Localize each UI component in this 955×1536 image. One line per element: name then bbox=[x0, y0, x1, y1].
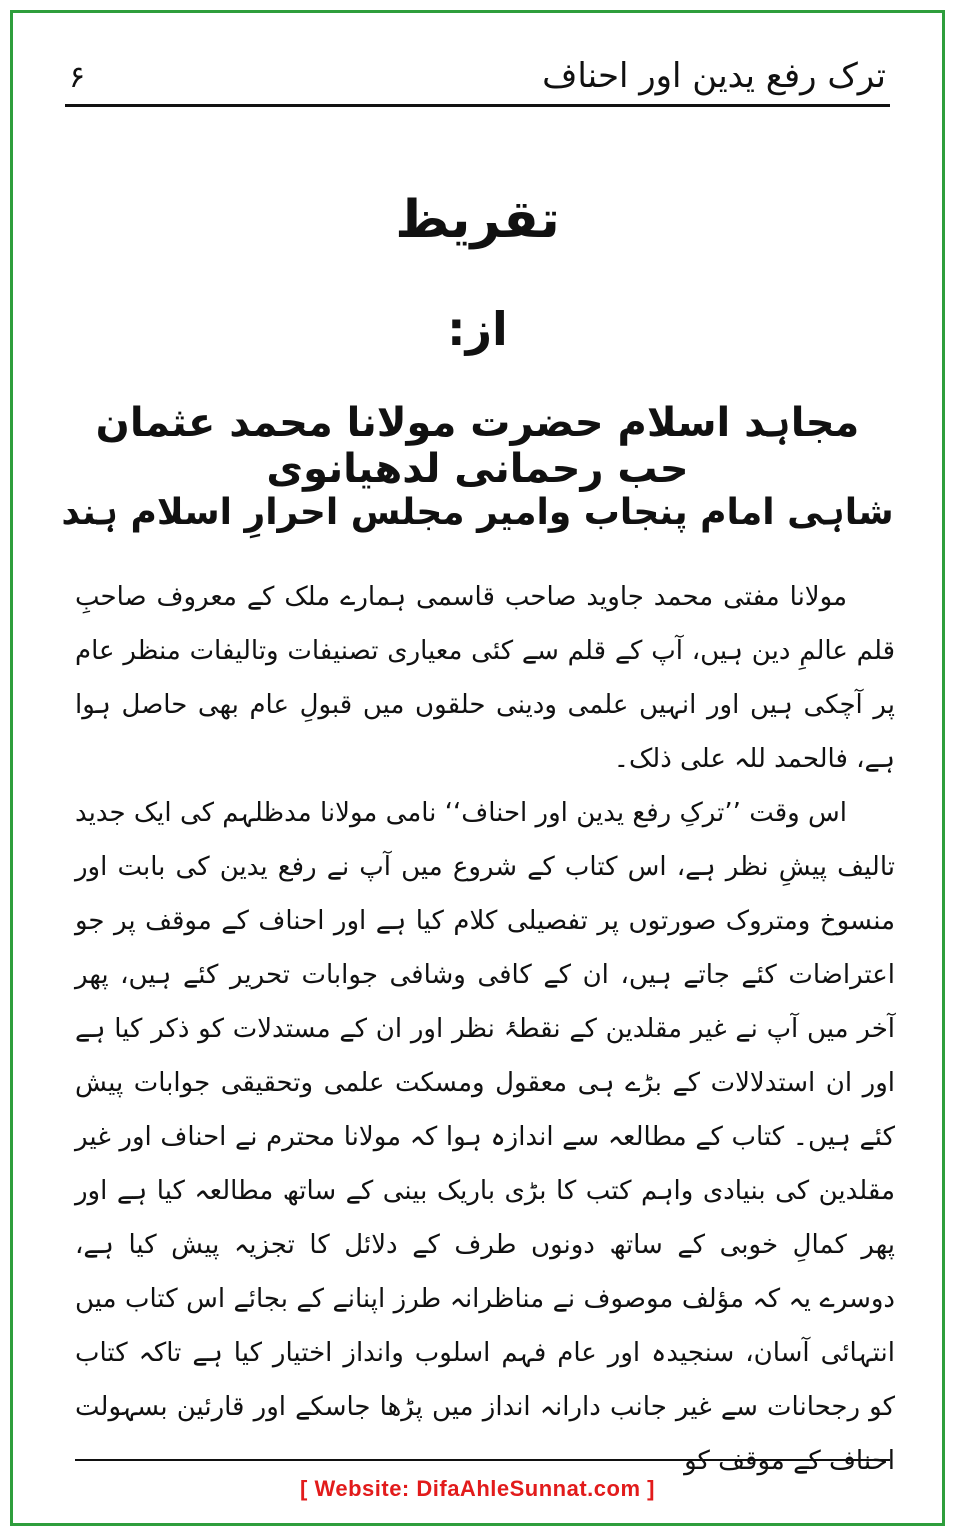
by-label: از: bbox=[447, 302, 508, 356]
page-header bbox=[65, 52, 890, 107]
page-number: ۶ bbox=[69, 60, 86, 95]
body-text bbox=[75, 570, 895, 1488]
paragraph: اس وقت ’’ترکِ رفع یدین اور احناف‘‘ نامی مولانا مدظلہم کی ایک جدید تالیف پیشِ نظر ہے، اس کتاب کے شروع میں آپ نے رفع یدین کی بابت اور منسوخ ومتروک صورتوں پر تفصیلی کلام کیا ہے اور احناف کے موقف پر جو اعتراضات کئے جاتے ہیں، ان کے کافی وشافی جوابات تحریر کئے ہیں، پھر آخر میں آپ نے غیر مقلدین کے نقطۂ نظر اور ان کے مستدلات کو ذکر کیا ہے اور ان استدلالات کے بڑے ہی معقول ومسکت علمی وتحقیقی جوابات پیش کئے ہیں۔ کتاب کے مطالعہ سے اندازہ ہوا کہ مولانا محترم نے احناف اور غیر مقلدین کی بنیادی واہم کتب کا بڑی باریک بینی کے ساتھ مطالعہ کیا ہے اور پھر کمالِ خوبی کے ساتھ دونوں طرف کے دلائل کا تجزیہ پیش کیا ہے، دوسرے یہ کہ مؤلف موصوف نے مناظرانہ طرز اپنانے کے بجائے اس کتاب میں انتہائی آسان، سنجیدہ اور عام فہم اسلوب وانداز اختیار کیا ہے تاکہ کتاب کو رجحانات سے غیر جانب دارانہ انداز میں پڑھا جاسکے اور قارئین بسہولت احناف کے موقف کو bbox=[75, 798, 895, 1476]
paragraph: مولانا مفتی محمد جاوید صاحب قاسمی ہمارے ملک کے معروف صاحبِ قلم عالمِ دین ہیں، آپ کے قلم سے کئی معیاری تصنیفات وتالیفات منظر عام پر آچکی ہیں اور انہیں علمی ودینی حلقوں میں قبولِ عام بھی حاصل ہوا ہے، فالحمد للہ علی ذلک۔ bbox=[75, 582, 895, 774]
section-title: تقریظ bbox=[395, 190, 560, 250]
footer-divider bbox=[75, 1459, 890, 1461]
author-name: مجاہد اسلام حضرت مولانا محمد عثمان حب رحمانی لدھیانوی bbox=[95, 400, 860, 492]
book-title: ترک رفع یدین اور احناف bbox=[542, 56, 886, 96]
author-designation: شاہی امام پنجاب وامیر مجلس احرارِ اسلام ہند bbox=[61, 492, 894, 533]
website-link[interactable]: [ Website: DifaAhleSunnat.com ] bbox=[300, 1476, 655, 1501]
